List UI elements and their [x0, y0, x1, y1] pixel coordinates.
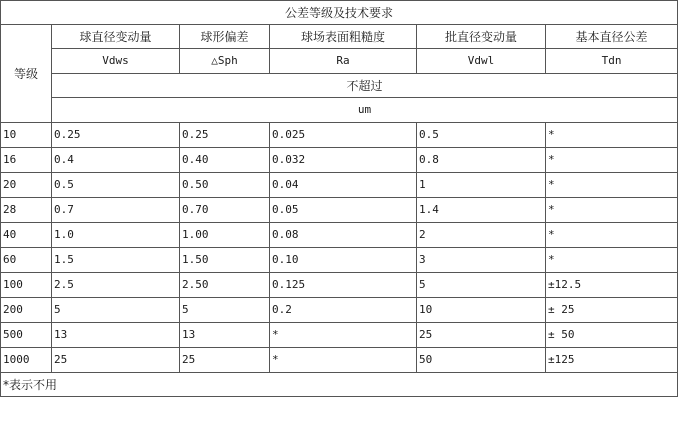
value-cell: 0.10	[270, 248, 417, 273]
value-cell: 25	[180, 348, 270, 373]
unit-label: um	[52, 98, 678, 123]
value-cell: 1.50	[180, 248, 270, 273]
grade-cell: 28	[1, 198, 52, 223]
value-cell: 1.0	[52, 223, 180, 248]
column-symbol: Vdwl	[417, 49, 546, 74]
column-symbol: Ra	[270, 49, 417, 74]
unit-row	[1, 98, 678, 123]
footnote-row	[1, 373, 678, 397]
grade-cell: 40	[1, 223, 52, 248]
grade-cell: 1000	[1, 348, 52, 373]
value-cell: 0.2	[270, 298, 417, 323]
title-row	[1, 1, 678, 25]
value-cell: 50	[417, 348, 546, 373]
table-row	[1, 273, 678, 298]
value-cell: 2.5	[52, 273, 180, 298]
value-cell: *	[270, 323, 417, 348]
table-row	[1, 323, 678, 348]
column-symbol: △Sph	[180, 49, 270, 74]
value-cell: 1.5	[52, 248, 180, 273]
grade-cell: 10	[1, 123, 52, 148]
value-cell: 0.70	[180, 198, 270, 223]
value-cell: 3	[417, 248, 546, 273]
value-cell: 0.4	[52, 148, 180, 173]
value-cell: 0.125	[270, 273, 417, 298]
value-cell: ± 50	[546, 323, 678, 348]
value-cell: 0.05	[270, 198, 417, 223]
grade-cell: 16	[1, 148, 52, 173]
grade-cell: 20	[1, 173, 52, 198]
column-name: 球场表面粗糙度	[270, 25, 417, 49]
value-cell: 0.25	[52, 123, 180, 148]
value-cell: 0.40	[180, 148, 270, 173]
value-cell: 0.5	[417, 123, 546, 148]
column-symbol: Tdn	[546, 49, 678, 74]
value-cell: *	[546, 148, 678, 173]
table-row	[1, 148, 678, 173]
table-row	[1, 248, 678, 273]
table-title: 公差等级及技术要求	[1, 1, 678, 25]
grade-cell: 60	[1, 248, 52, 273]
value-cell: 0.7	[52, 198, 180, 223]
value-cell: 5	[52, 298, 180, 323]
value-cell: ±125	[546, 348, 678, 373]
value-cell: 10	[417, 298, 546, 323]
table-row	[1, 223, 678, 248]
value-cell: 2	[417, 223, 546, 248]
column-name: 批直径变动量	[417, 25, 546, 49]
value-cell: 1.4	[417, 198, 546, 223]
value-cell: 0.8	[417, 148, 546, 173]
value-cell: *	[546, 223, 678, 248]
table-row	[1, 123, 678, 148]
value-cell: 0.25	[180, 123, 270, 148]
column-symbol-row	[1, 49, 678, 74]
table-row	[1, 173, 678, 198]
value-cell: ±12.5	[546, 273, 678, 298]
value-cell: 0.08	[270, 223, 417, 248]
grade-cell: 100	[1, 273, 52, 298]
column-symbol: Vdws	[52, 49, 180, 74]
column-name: 基本直径公差	[546, 25, 678, 49]
value-cell: 0.025	[270, 123, 417, 148]
value-cell: *	[546, 248, 678, 273]
limit-label: 不超过	[52, 74, 678, 98]
table-row	[1, 298, 678, 323]
value-cell: 5	[417, 273, 546, 298]
value-cell: 0.50	[180, 173, 270, 198]
value-cell: *	[270, 348, 417, 373]
value-cell: *	[546, 123, 678, 148]
column-name-row	[1, 25, 678, 49]
column-name: 球形偏差	[180, 25, 270, 49]
value-cell: 13	[180, 323, 270, 348]
value-cell: 2.50	[180, 273, 270, 298]
value-cell: *	[546, 173, 678, 198]
value-cell: 5	[180, 298, 270, 323]
value-cell: 0.032	[270, 148, 417, 173]
value-cell: 0.5	[52, 173, 180, 198]
value-cell: 13	[52, 323, 180, 348]
value-cell: 25	[417, 323, 546, 348]
value-cell: 1	[417, 173, 546, 198]
value-cell: 1.00	[180, 223, 270, 248]
value-cell: 25	[52, 348, 180, 373]
column-name: 球直径变动量	[52, 25, 180, 49]
grade-cell: 500	[1, 323, 52, 348]
table-body	[1, 123, 678, 373]
footnote: *表示不用	[1, 373, 678, 397]
table-row	[1, 348, 678, 373]
limit-row	[1, 74, 678, 98]
grade-cell: 200	[1, 298, 52, 323]
table-row	[1, 198, 678, 223]
value-cell: 0.04	[270, 173, 417, 198]
grade-header: 等级	[1, 25, 52, 123]
value-cell: *	[546, 198, 678, 223]
value-cell: ± 25	[546, 298, 678, 323]
